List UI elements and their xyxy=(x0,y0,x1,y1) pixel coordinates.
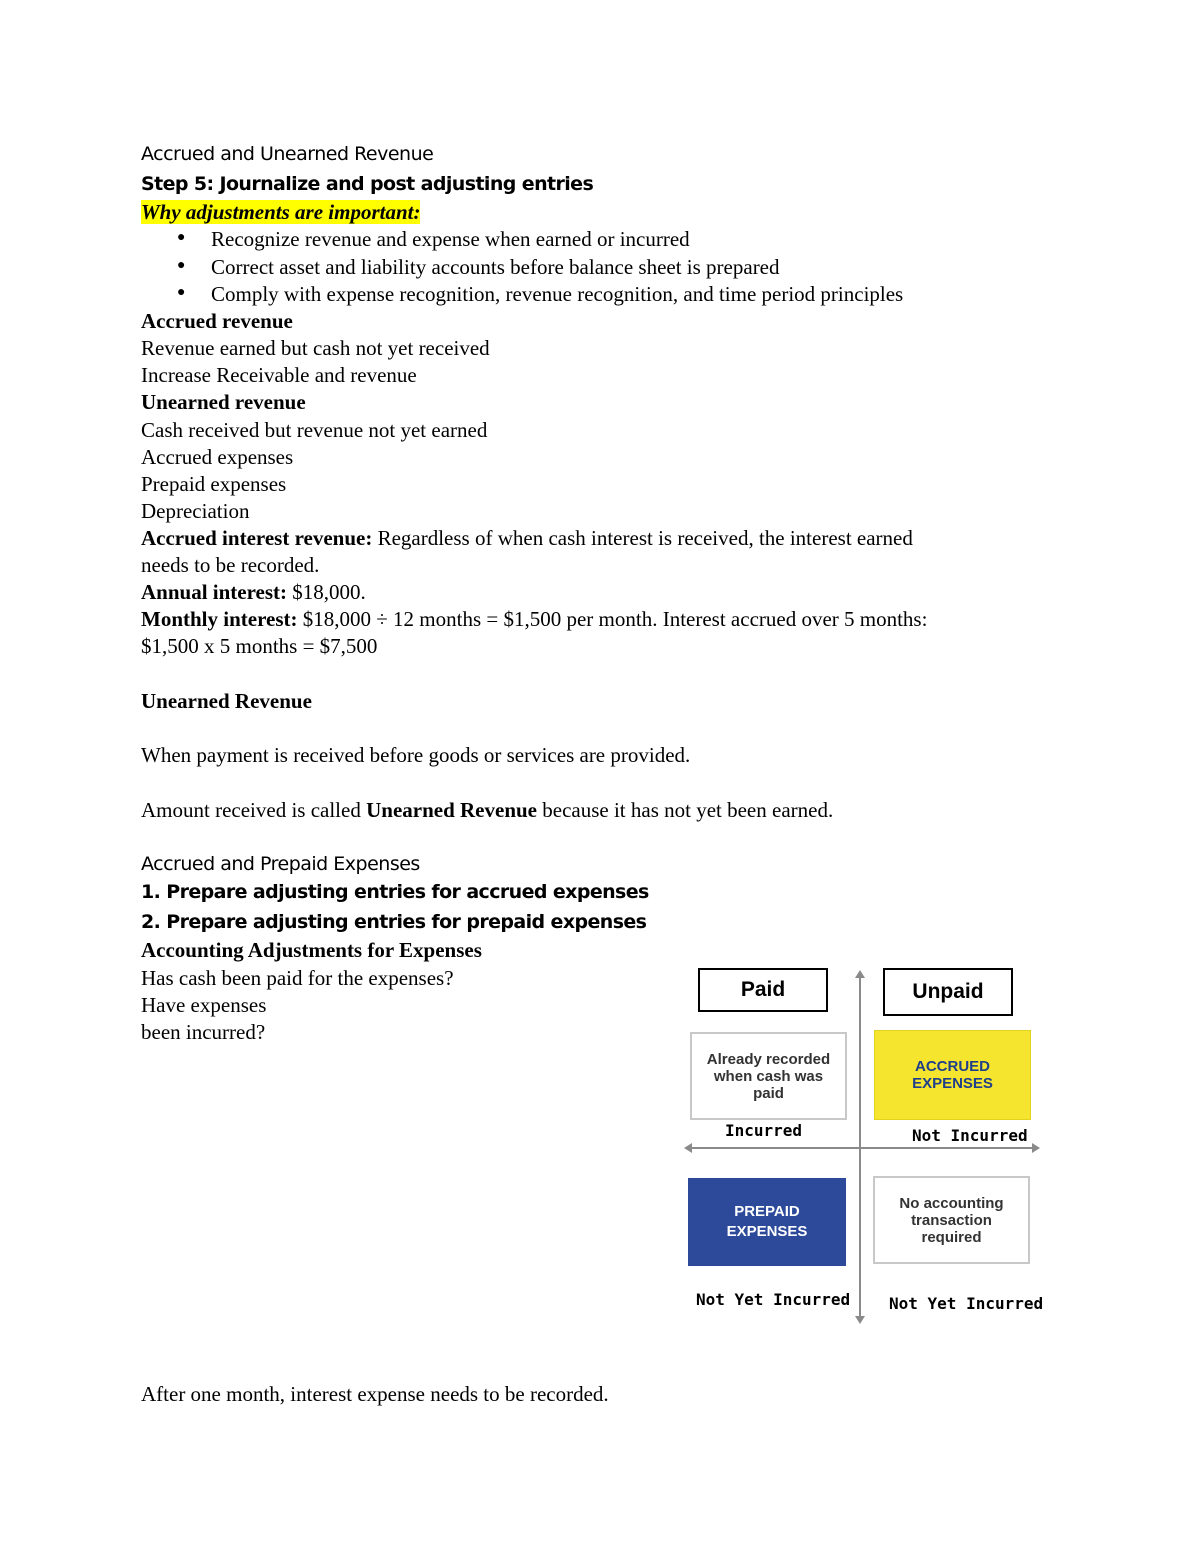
bullet-text: Comply with expense recognition, revenue recognition, and time period principles xyxy=(211,282,904,306)
bullet-icon: ● xyxy=(177,285,186,300)
accrued-expenses-line: Accrued expenses xyxy=(141,445,294,469)
why-heading-line xyxy=(141,200,420,225)
annual-interest-label: Annual interest: xyxy=(141,580,288,604)
monthly-interest-label: Monthly interest: xyxy=(141,607,298,631)
monthly-interest-text: $18,000 ÷ 12 months = $1,500 per month. Interest accrued over 5 months: xyxy=(297,607,928,631)
unearned-para-text: Amount received is called xyxy=(141,798,367,822)
unearned-revenue-title: Unearned Revenue xyxy=(141,689,312,713)
accrued-revenue-heading: Accrued revenue xyxy=(141,309,293,333)
why-heading: Why adjustments are important: xyxy=(141,200,421,224)
question-line: been incurred? xyxy=(141,1020,266,1044)
unearned-line: Cash received but revenue not yet earned xyxy=(141,418,488,442)
bullet-item xyxy=(141,227,1041,251)
bullet-item xyxy=(141,282,1041,306)
accrued-interest-label: Accrued interest revenue: xyxy=(141,526,373,550)
accrued-revenue-line: Increase Receivable and revenue xyxy=(141,363,417,387)
quadrant-no-transaction: No accounting transaction required xyxy=(873,1176,1030,1264)
expense-adjustment-diagram xyxy=(684,966,1044,1330)
bullet-item xyxy=(141,255,1041,279)
question-line: Has cash been paid for the expenses? xyxy=(141,966,454,990)
unearned-para-text: because it has not yet been earned. xyxy=(537,798,834,822)
unearned-para: When payment is received before goods or services are provided. xyxy=(141,743,691,767)
quadrant-prepaid-expenses: PREPAID EXPENSES xyxy=(688,1178,846,1266)
accrued-interest-text: Regardless of when cash interest is received, the interest earned xyxy=(372,526,913,550)
adjustments-heading: Accounting Adjustments for Expenses xyxy=(141,938,482,962)
depreciation-line: Depreciation xyxy=(141,499,250,523)
step2-line: 2. Prepare adjusting entries for prepaid expenses xyxy=(141,911,647,933)
label-not-yet-incurred-left: Not Yet Incurred xyxy=(696,1290,851,1309)
quadrant-already-recorded: Already recorded when cash was paid xyxy=(690,1032,847,1120)
diagram-axes xyxy=(684,966,1044,1330)
step1-line: 1. Prepare adjusting entries for accrued expenses xyxy=(141,881,649,903)
accrued-revenue-line: Revenue earned but cash not yet received xyxy=(141,336,490,360)
step5-heading: Step 5: Journalize and post adjusting entries xyxy=(141,173,594,195)
monthly-interest-line xyxy=(141,607,927,632)
accrued-interest-text-cont: needs to be recorded. xyxy=(141,553,320,577)
label-not-yet-incurred-right: Not Yet Incurred xyxy=(889,1294,1044,1313)
doc-title: Accrued and Unearned Revenue xyxy=(141,143,434,165)
quadrant-accrued-expenses: ACCRUED EXPENSES xyxy=(874,1030,1031,1120)
label-not-incurred: Not Incurred xyxy=(912,1126,1028,1145)
annual-interest-line xyxy=(141,580,366,605)
bullet-icon: ● xyxy=(177,230,186,245)
question-line: Have expenses xyxy=(141,993,267,1017)
prepaid-expenses-line: Prepaid expenses xyxy=(141,472,287,496)
bullet-text: Recognize revenue and expense when earned or incurred xyxy=(211,227,690,251)
bullet-text: Correct asset and liability accounts before balance sheet is prepared xyxy=(211,255,780,279)
paid-header: Paid xyxy=(698,968,828,1012)
closing-line: After one month, interest expense needs to be recorded. xyxy=(141,1382,609,1406)
accrued-interest-line xyxy=(141,526,913,551)
bullet-icon: ● xyxy=(177,258,186,273)
unearned-revenue-heading: Unearned revenue xyxy=(141,390,306,414)
label-incurred: Incurred xyxy=(725,1121,803,1140)
annual-interest-value: $18,000. xyxy=(287,580,366,604)
unearned-para-bold: Unearned Revenue xyxy=(366,798,537,822)
prepaid-title: Accrued and Prepaid Expenses xyxy=(141,853,420,875)
monthly-interest-text-cont: $1,500 x 5 months = $7,500 xyxy=(141,634,378,658)
unpaid-header: Unpaid xyxy=(883,968,1013,1016)
unearned-para xyxy=(141,798,833,823)
